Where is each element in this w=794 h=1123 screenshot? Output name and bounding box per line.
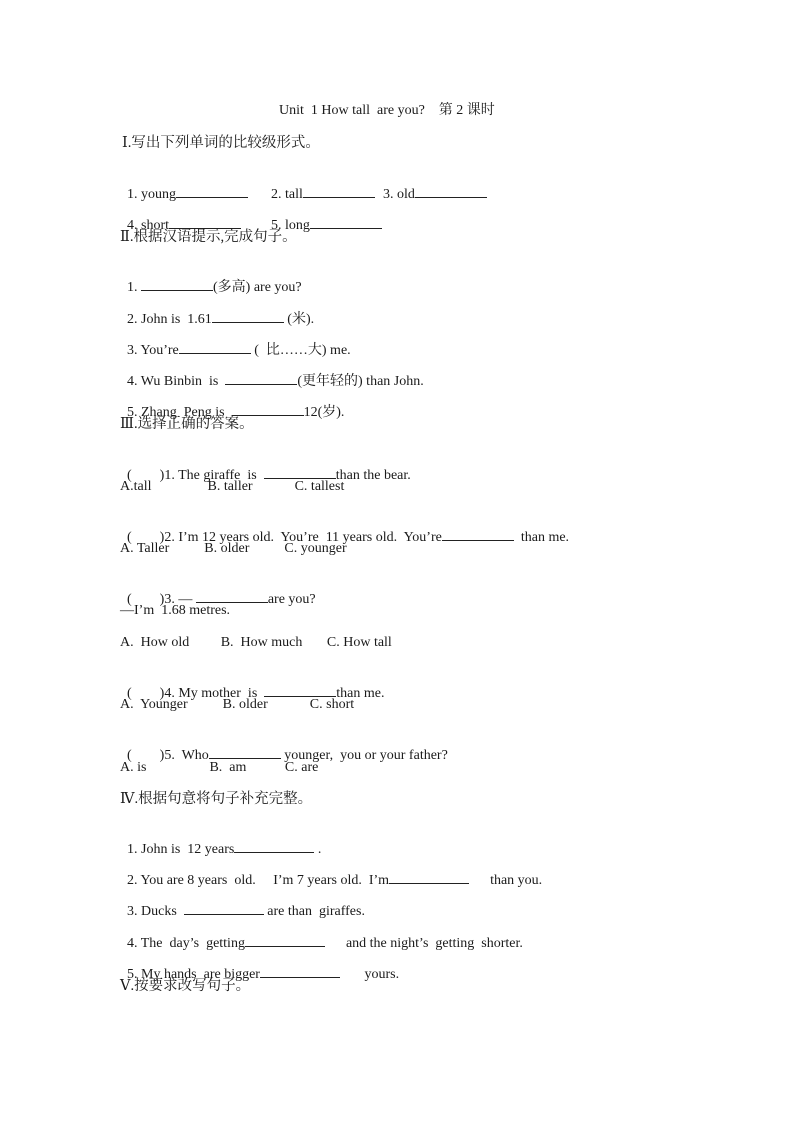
section-3-heading: Ⅲ.选择正确的答案。 — [120, 416, 254, 432]
question-text: (米). — [283, 312, 315, 327]
s3-options-5: A. is B. am C. are — [120, 760, 319, 775]
answer-blank[interactable] — [264, 683, 336, 697]
answer-blank[interactable] — [179, 340, 251, 354]
question-text: ( )5. Who — [127, 748, 209, 763]
answer-blank[interactable] — [141, 277, 213, 291]
s3-options-4: A. Younger B. older C. short — [120, 697, 355, 712]
question-text: 4. The day’s getting — [127, 936, 245, 951]
question-text: 1. — [127, 280, 141, 295]
answer-blank[interactable] — [310, 215, 382, 229]
answer-blank[interactable] — [169, 215, 241, 229]
answer-blank[interactable] — [245, 933, 325, 947]
answer-blank[interactable] — [209, 745, 281, 759]
question-text: ( )2. I’m 12 years old. You’re 11 years old. You’re — [127, 530, 442, 545]
answer-blank[interactable] — [389, 870, 469, 884]
page-title: Unit 1 How tall are you? 第 2 课时 — [279, 103, 495, 118]
question-text: than me. — [513, 530, 570, 545]
question-text: ( )1. The giraffe is — [127, 468, 264, 483]
section-5-heading: Ⅴ.按要求改写句子。 — [120, 978, 251, 994]
question-text: 1. John is 12 years — [127, 842, 235, 857]
answer-blank[interactable] — [415, 184, 487, 198]
question-text: 5. Zhang Peng is — [127, 405, 232, 420]
question-text: younger, you or your father? — [280, 748, 448, 763]
question-text: ( 比……大) me. — [250, 343, 351, 358]
s3-answer-3: —I’m 1.68 metres. — [120, 603, 231, 618]
answer-blank[interactable] — [176, 184, 248, 198]
answer-blank[interactable] — [212, 309, 284, 323]
answer-blank[interactable] — [264, 465, 336, 479]
question-text: yours. — [339, 967, 400, 982]
question-text: ( )4. My mother is — [127, 686, 265, 701]
s1-word-tall: 2. tall — [271, 187, 303, 202]
question-text: ( )3. — — [127, 592, 196, 607]
s3-options-1: A.tall B. taller C. tallest — [120, 479, 345, 494]
s1-word-young: 1. young — [127, 187, 176, 202]
section-4-heading: Ⅳ.根据句意将句子补充完整。 — [120, 791, 313, 807]
section-1-heading: Ⅰ.写出下列单词的比较级形式。 — [122, 135, 320, 151]
question-text: are you? — [267, 592, 316, 607]
s1-word-short: 4. short — [127, 218, 169, 233]
question-text: than the bear. — [335, 468, 411, 483]
answer-blank[interactable] — [303, 184, 375, 198]
question-text: (多高) are you? — [213, 280, 302, 295]
s1-word-old: 3. old — [383, 187, 415, 202]
s1-word-long: 5. long — [271, 218, 310, 233]
question-text: than me. — [336, 686, 385, 701]
answer-blank[interactable] — [234, 839, 314, 853]
question-text: and the night’s getting shorter. — [324, 936, 523, 951]
question-text: 2. John is 1.61 — [127, 312, 212, 327]
answer-blank[interactable] — [196, 589, 268, 603]
answer-blank[interactable] — [225, 371, 297, 385]
answer-blank[interactable] — [232, 402, 304, 416]
s3-options-3: A. How old B. How much C. How tall — [120, 635, 392, 650]
section-2-heading: Ⅱ.根据汉语提示,完成句子。 — [120, 229, 297, 245]
question-text: 3. You’re — [127, 343, 179, 358]
question-text: 2. You are 8 years old. I’m 7 years old. I’m — [127, 873, 390, 888]
s3-options-2: A. Taller B. older C. younger — [120, 541, 347, 556]
s1-item-3 — [376, 166, 487, 204]
question-text: 3. Ducks — [127, 904, 184, 919]
answer-blank[interactable] — [442, 527, 514, 541]
question-text: are than giraffes. — [263, 904, 365, 919]
question-text: (更年轻的) than John. — [297, 374, 424, 389]
question-text: 12(岁). — [303, 405, 345, 420]
answer-blank[interactable] — [184, 901, 264, 915]
answer-blank[interactable] — [260, 964, 340, 978]
question-text: than you. — [469, 873, 543, 888]
question-text: . — [314, 842, 322, 857]
question-text: 5. My hands are bigger — [127, 967, 260, 982]
question-text: 4. Wu Binbin is — [127, 374, 226, 389]
